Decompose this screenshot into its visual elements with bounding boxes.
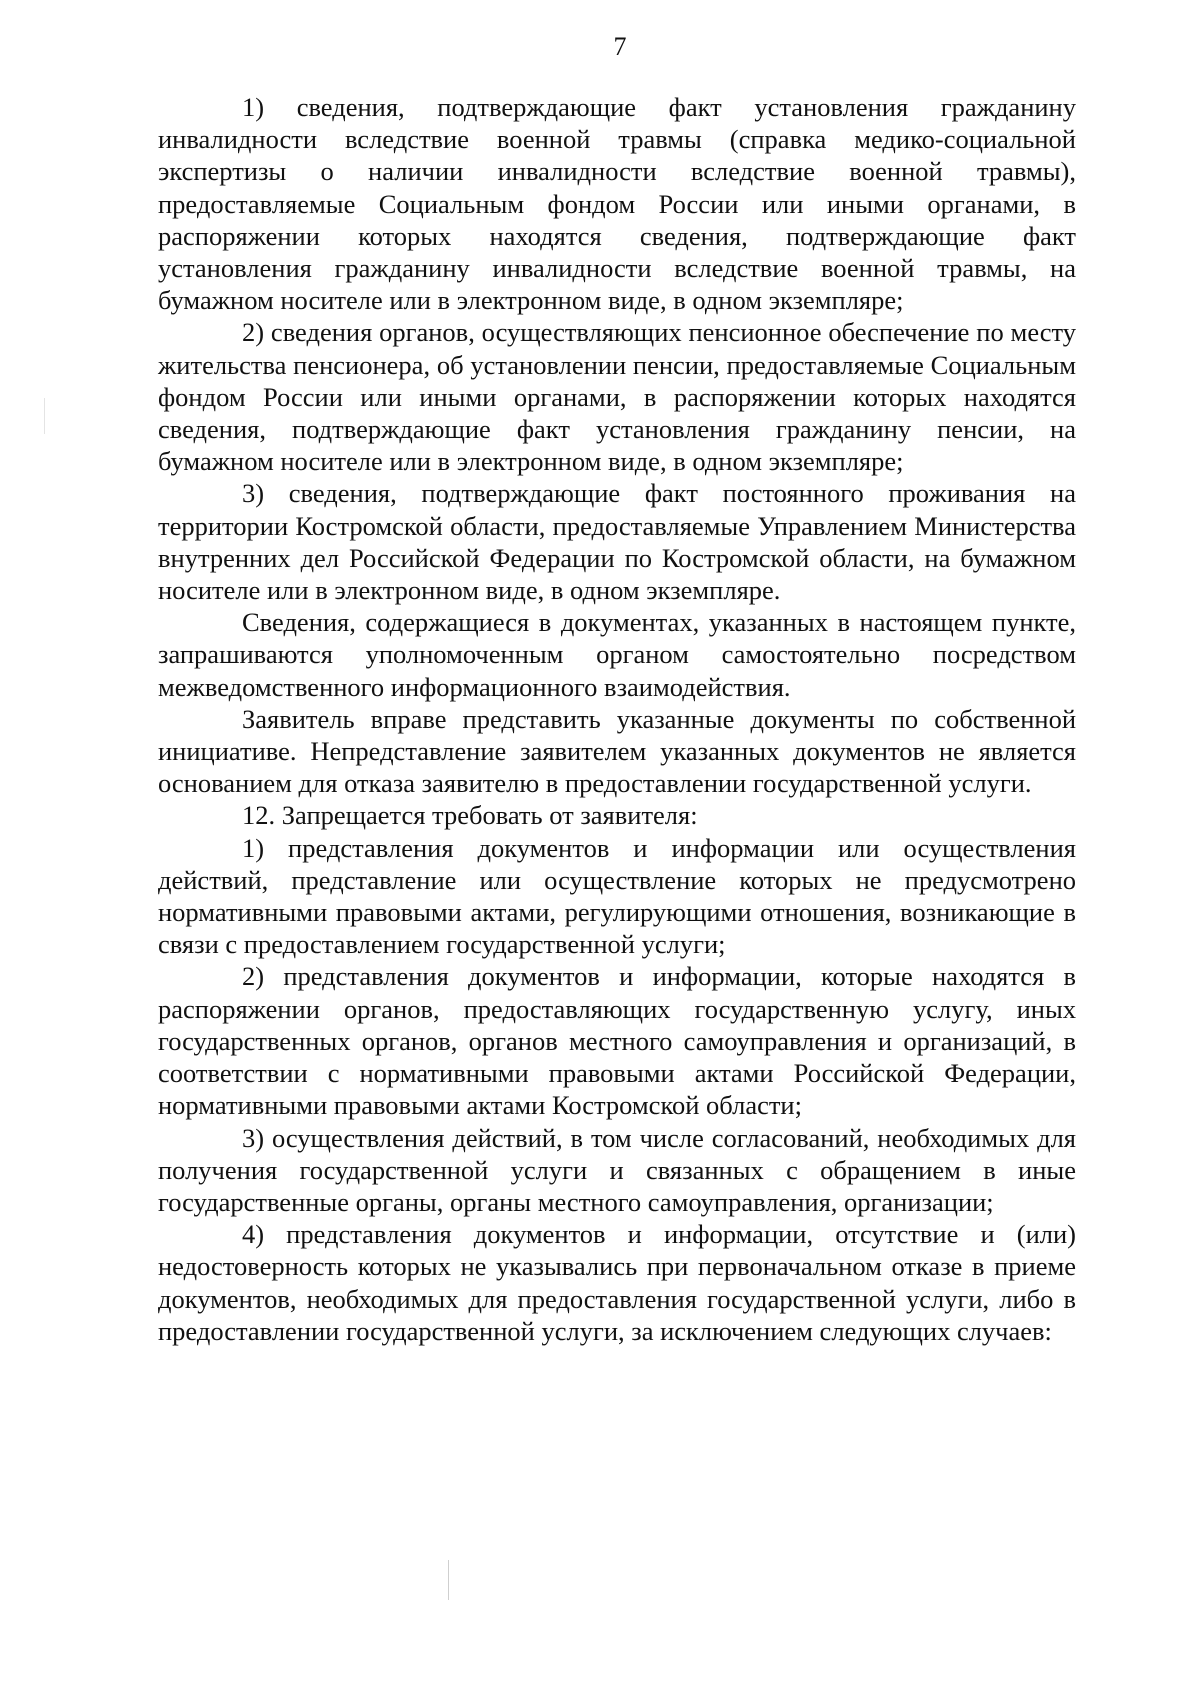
scan-artifact-line — [448, 1560, 449, 1600]
paragraph-item-2-pension: 2) сведения органов, осуществляющих пенсионное обеспечение по месту жительства пенсионера, об установлении пенсии, предоставляемые Социальным фондом России или иными органами, в распоряжении которых находятся сведения, подтверждающие факт установления гражданину пенсии, на бумажном носителе или в электронном виде, в одном экземпляре; — [158, 317, 1076, 477]
scan-artifact-margin — [44, 398, 45, 434]
paragraph-item-1-military-trauma: 1) сведения, подтверждающие факт установления гражданину инвалидности вследствие военной травмы (справка медико-социальной экспертизы о наличии инвалидности вследствие военной травмы), предоставляемые Социальным фондом России или иными органами, в распоряжении которых находятся сведения, подтверждающие факт установления гражданину инвалидности вследствие военной травмы, на бумажном носителе или в электронном виде, в одном экземпляре; — [158, 92, 1076, 316]
paragraph-clause-12-item-3: 3) осуществления действий, в том числе согласований, необходимых для получения государственной услуги и связанных с обращением в иные государственные органы, органы местного самоуправления, организации; — [158, 1122, 1076, 1217]
paragraph-clause-12-item-4: 4) представления документов и информации, отсутствие и (или) недостоверность которых не указывались при первоначальном отказе в приеме документов, необходимых для предоставления государственной услуги, либо в предоставлении государственной услуги, за исключением следующих случаев: — [158, 1219, 1076, 1346]
paragraph-item-3-residence: 3) сведения, подтверждающие факт постоянного проживания на территории Костромской области, предоставляемые Управлением Министерства внутренних дел Российской Федерации по Костромской области, на бумажном носителе или в электронном виде, в одном экземпляре. — [158, 478, 1076, 606]
page-number: 7 — [613, 32, 627, 61]
paragraph-clause-12-item-1: 1) представления документов и информации или осуществления действий, представление или осуществление которых не предусмотрено нормативными правовыми актами, регулирующими отношения, возникающие в связи с предоставлением государственной услуги; — [158, 832, 1076, 960]
paragraph-interagency-request: Сведения, содержащиеся в документах, указанных в настоящем пункте, запрашиваются уполномоченным органом самостоятельно посредством межведомственного информационного взаимодействия. — [158, 607, 1076, 702]
paragraph-clause-12-item-2: 2) представления документов и информации, которые находятся в распоряжении органов, предоставляющих государственную услугу, иных государственных органов, органов местного самоуправления и организаций, в соответствии с нормативными правовыми актами Российской Федерации, нормативными правовыми актами Костромской области; — [158, 961, 1076, 1121]
paragraph-clause-12-heading: 12. Запрещается требовать от заявителя: — [242, 800, 698, 831]
paragraph-applicant-right: Заявитель вправе представить указанные документы по собственной инициативе. Непредставление заявителем указанных документов не является основанием для отказа заявителю в предоставлении государственной услуги. — [158, 703, 1076, 799]
document-body — [158, 91, 1076, 1347]
